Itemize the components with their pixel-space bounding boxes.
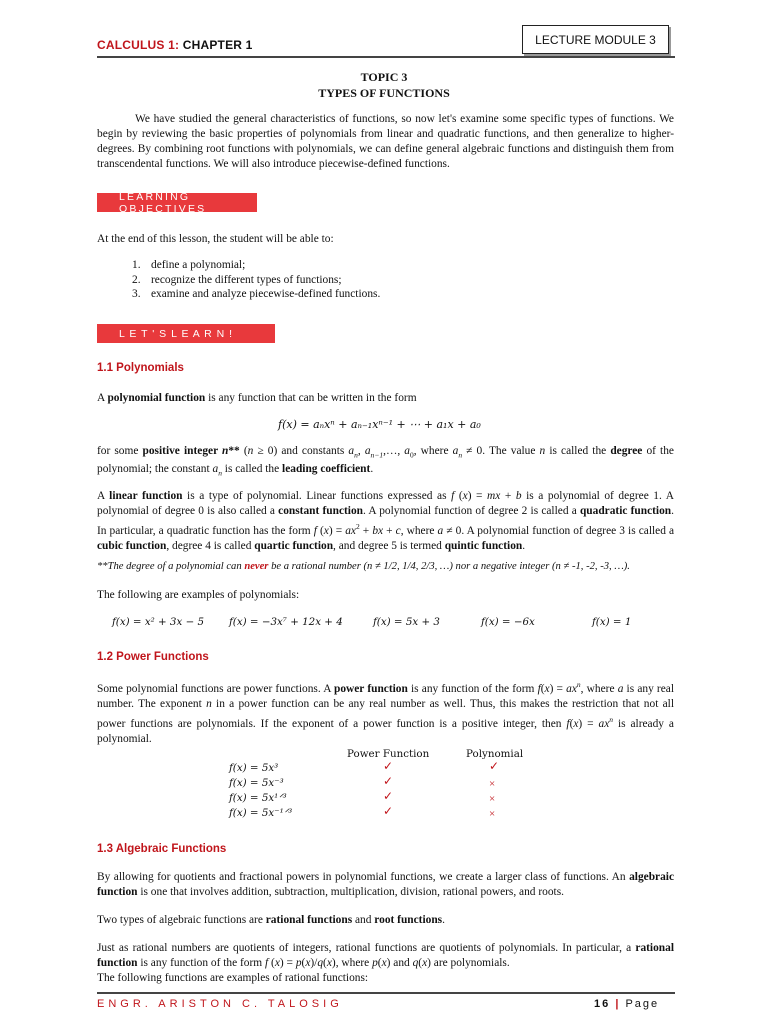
check-icon: ✓: [383, 789, 394, 803]
polynomial-example: f(x) = x² + 3x − 5: [112, 616, 205, 628]
objectives-intro: At the end of this lesson, the student will be able to:: [97, 233, 334, 245]
intro-paragraph: We have studied the general characteristics of functions, so now let's examine some specific types of functions. We begin by reviewing the basic properties of polynomials from linear and quadratic functions, and then generalize to higher-degrees. By combining root functions with polynomials, we can define general algebraic functions and distinguish them from transcendental functions. We will also introduce piecewise-defined functions.: [97, 113, 674, 170]
list-item: 2. recognize the different types of functions;: [132, 273, 342, 286]
learning-objectives-banner: LEARNING OBJECTIVES: [97, 193, 257, 212]
polynomial-definition: A polynomial function is any function that can be written in the form: [97, 392, 417, 404]
lets-learn-banner: L E T ' S L E A R N !: [97, 324, 275, 343]
polynomial-example: f(x) = −3x⁷ + 12x + 4: [229, 616, 343, 628]
lecture-module-box: LECTURE MODULE 3: [522, 25, 669, 54]
polynomial-degree-paragraph: for some positive integer n** (n ≥ 0) and constants $a_n$, $a_{n-1},\dots$, $a_0$, where $a_n \ne 0$. The value n is called the degree of the polynomial; the constant $a_n$ is called the leading coefficient.: [97, 445, 674, 478]
table-row-function: f(x) = 5x³: [229, 762, 279, 774]
linear-quadratic-paragraph: A linear function is a type of polynomial. Linear functions expressed as f (x) = mx + b is a polynomial of degree 1. A polynomial of degree 0 is also called a constant function. A polynomial function of degree 2 is called a quadratic function. In particular, a quadratic function has the form f $(x) = ax^2$ + bx + c, where a ≠ 0. A polynomial function of degree 3 is called a cubic function, degree 4 is called quartic function, and degree 5 is termed quintic function.: [97, 490, 675, 552]
section-heading-polynomials: 1.1 Polynomials: [97, 362, 184, 374]
rational-function-paragraph: Just as rational numbers are quotients of integers, rational functions are quotients of polynomials. In particular, a rational function is any function of the form f (x) = p(x)/q(x), where p(x) and q(x) are polynomials. The following functions are examples of rational functions:: [97, 942, 674, 984]
cross-icon: ×: [489, 793, 496, 805]
table-row-function: f(x) = 5x¹ᐟ³: [229, 792, 287, 804]
table-row-function: f(x) = 5x⁻³: [229, 777, 284, 789]
section-heading-power-functions: 1.2 Power Functions: [97, 651, 209, 663]
course-name: CALCULUS 1:: [97, 38, 180, 52]
cross-icon: ×: [489, 808, 496, 820]
header-divider: [97, 56, 675, 58]
topic-title: TYPES OF FUNCTIONS: [318, 86, 450, 100]
topic-number: TOPIC 3: [360, 70, 408, 84]
power-function-paragraph: Some polynomial functions are power functions. A power function is any function of the form $f(x) = ax^n$, where a is any real number. The exponent n in a power function can be any real number as well. Thus, this makes the restriction that not all power functions are polynomials. If the exponent of a power function is a positive integer, then $f(x) = ax^n$ is already a polynomial.: [97, 680, 675, 745]
section-heading-algebraic-functions: 1.3 Algebraic Functions: [97, 843, 227, 855]
check-icon: ✓: [383, 774, 394, 788]
objectives-list: [132, 258, 380, 302]
polynomial-general-formula: f(x) = aₙxⁿ + aₙ₋₁xⁿ⁻¹ + ⋯ + a₁x + a₀: [278, 418, 481, 431]
examples-intro: The following are examples of polynomials:: [97, 589, 300, 601]
author-name: ENGR. ARISTON C. TALOSIG: [97, 998, 343, 1010]
page-number: 16 | Page: [594, 998, 660, 1010]
list-item: 3. examine and analyze piecewise-defined functions.: [132, 288, 381, 300]
degree-note: **The degree of a polynomial can never be a rational number (n ≠ 1/2, 1/4, 2/3, …) nor a negative integer (n ≠ -1, -2, -3, …).: [97, 561, 630, 572]
algebraic-types: Two types of algebraic functions are rational functions and root functions.: [97, 914, 445, 926]
footer-divider: [97, 992, 675, 994]
check-icon: ✓: [489, 759, 500, 773]
cross-icon: ×: [489, 778, 496, 790]
table-header-power-function: Power Function: [347, 748, 430, 760]
polynomial-example: f(x) = 1: [592, 616, 632, 628]
algebraic-definition: By allowing for quotients and fractional powers in polynomial functions, we create a larger class of functions. An algebraic function is one that involves addition, subtraction, multiplication, division, rational powers, and roots.: [97, 871, 674, 898]
table-row-function: f(x) = 5x⁻¹ᐟ³: [229, 807, 293, 819]
polynomial-example: f(x) = −6x: [481, 616, 535, 628]
table-header-polynomial: Polynomial: [466, 748, 524, 760]
check-icon: ✓: [383, 804, 394, 818]
check-icon: ✓: [383, 759, 394, 773]
polynomial-example: f(x) = 5x + 3: [373, 616, 440, 628]
list-item: 1. define a polynomial;: [132, 259, 246, 271]
chapter-label: CHAPTER 1: [182, 38, 253, 52]
course-header: [97, 38, 253, 52]
